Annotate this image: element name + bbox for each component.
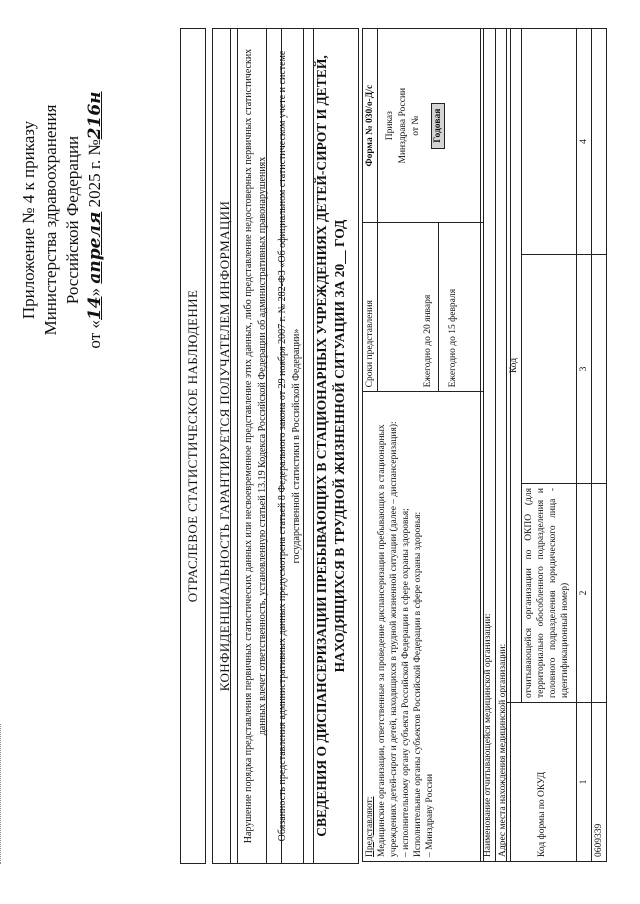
codes-table (506, 28, 607, 862)
order-line-3: от № (411, 115, 421, 136)
appendix-date-line (84, 40, 106, 400)
obligation-notice: Обязанность представления административных данных предусмотрена статьей 8 Федерального закона от 29 ноября 2007 г. № 282-ФЗ «Об официальном статистическом учете и системе государственной статистики в Российской Федерации» (266, 28, 314, 864)
stat-observation-banner: ОТРАСЛЕВОЕ СТАТИСТИЧЕСКОЕ НАБЛЮДЕНИЕ (180, 28, 206, 864)
date-prefix: от « (85, 320, 104, 349)
handwritten-order-number: 216н (85, 91, 105, 140)
okud-code-value: 0609339 (592, 703, 607, 862)
form-number: Форма № 030/о-Д/с (363, 29, 378, 222)
column-number-1: 1 (577, 703, 592, 862)
deadlines-cell (363, 223, 484, 392)
kod-header: Код (507, 29, 522, 703)
okpo-blank-cell[interactable] (522, 255, 577, 484)
appendix-line-3: Российской Федерации (63, 135, 82, 305)
presenters-text-4: – Минздраву России (425, 773, 435, 857)
organization-name-field[interactable]: Наименование отчитывающейся медицинской организации: (481, 29, 496, 862)
okud-header: Код формы по ОКУД (507, 703, 577, 862)
column-number-4: 4 (577, 29, 592, 255)
column-number-2: 2 (577, 484, 592, 703)
presenters-cell (363, 392, 484, 862)
okpo-code-value[interactable] (592, 484, 607, 703)
order-line-2: Минздрава России (398, 87, 408, 164)
date-year: 2025 г. № (85, 139, 104, 212)
code-value-4[interactable] (592, 29, 607, 255)
form-info-cell (363, 29, 484, 223)
deadline-1: Ежегодно до 20 января (423, 294, 433, 388)
report-title-line-2: НАХОДЯЩИХСЯ В ТРУДНОЙ ЖИЗНЕННОЙ СИТУАЦИИ ЗА 20__ ГОД (332, 219, 347, 673)
handwritten-month: апреля (85, 211, 105, 284)
appendix-line-2: Министерства здравоохранения (41, 104, 60, 336)
column-number-3: 3 (577, 255, 592, 484)
appendix-block (18, 40, 106, 400)
appendix-line-1: Приложение № 4 к приказу (19, 120, 38, 320)
scan-artifact (0, 724, 4, 864)
order-line-1: Приказ (385, 111, 395, 141)
submission-table (362, 28, 484, 862)
presenters-text-1: Медицинские организации, ответственные за проведение диспансеризации пребывающих в стационарных учреждениях детей-сирот и детей, находящихся в трудной жизненной ситуации (далее – диспансеризация): (377, 421, 399, 857)
deadlines-header: Сроки представления (363, 223, 378, 391)
order-reference (378, 29, 423, 222)
violation-notice: Нарушение порядка представления первичных статистических данных или несвоевременное представление этих данных, либо представление недостоверных первичных статистических данных влечет ответственность, установленную статьей 13.19 Кодекса Российской Федерации об административных правонарушениях (230, 28, 282, 864)
presenters-text-2: – исполнительному органу субъекта Российской Федерации в сфере охраны здоровья; (401, 508, 411, 857)
confidentiality-banner: КОНФИДЕНЦИАЛЬНОСТЬ ГАРАНТИРУЕТСЯ ПОЛУЧАТЕЛЕМ ИНФОРМАЦИИ (212, 28, 238, 864)
handwritten-day: 14 (85, 296, 105, 321)
presenters-header: Представляют: (365, 796, 375, 857)
period-badge: Годовая (431, 103, 445, 149)
deadline-2: Ежегодно до 15 февраля (438, 223, 467, 391)
report-title-line-1: СВЕДЕНИЯ О ДИСПАНСЕРИЗАЦИИ ПРЕБЫВАЮЩИХ В СТАЦИОНАРНЫХ УЧРЕЖДЕНИЯХ ДЕТЕЙ-СИРОТ И ДЕТЕЙ, (314, 55, 329, 837)
organization-address-field[interactable]: Адрес места нахождения медицинской организации: (496, 29, 511, 862)
code-value-3[interactable] (592, 255, 607, 484)
date-mid: » (85, 283, 104, 297)
report-title (303, 28, 359, 864)
presenters-text-3: Исполнительные органы субъектов Российской Федерации в сфере охраны здоровья: (413, 511, 423, 857)
extra-blank-cell[interactable] (522, 29, 577, 255)
okpo-description: отчитывающейся организации по ОКПО (для территориально обособленного подразделения и головного подразделения юридического лица - идентификационный номер) (522, 484, 577, 703)
